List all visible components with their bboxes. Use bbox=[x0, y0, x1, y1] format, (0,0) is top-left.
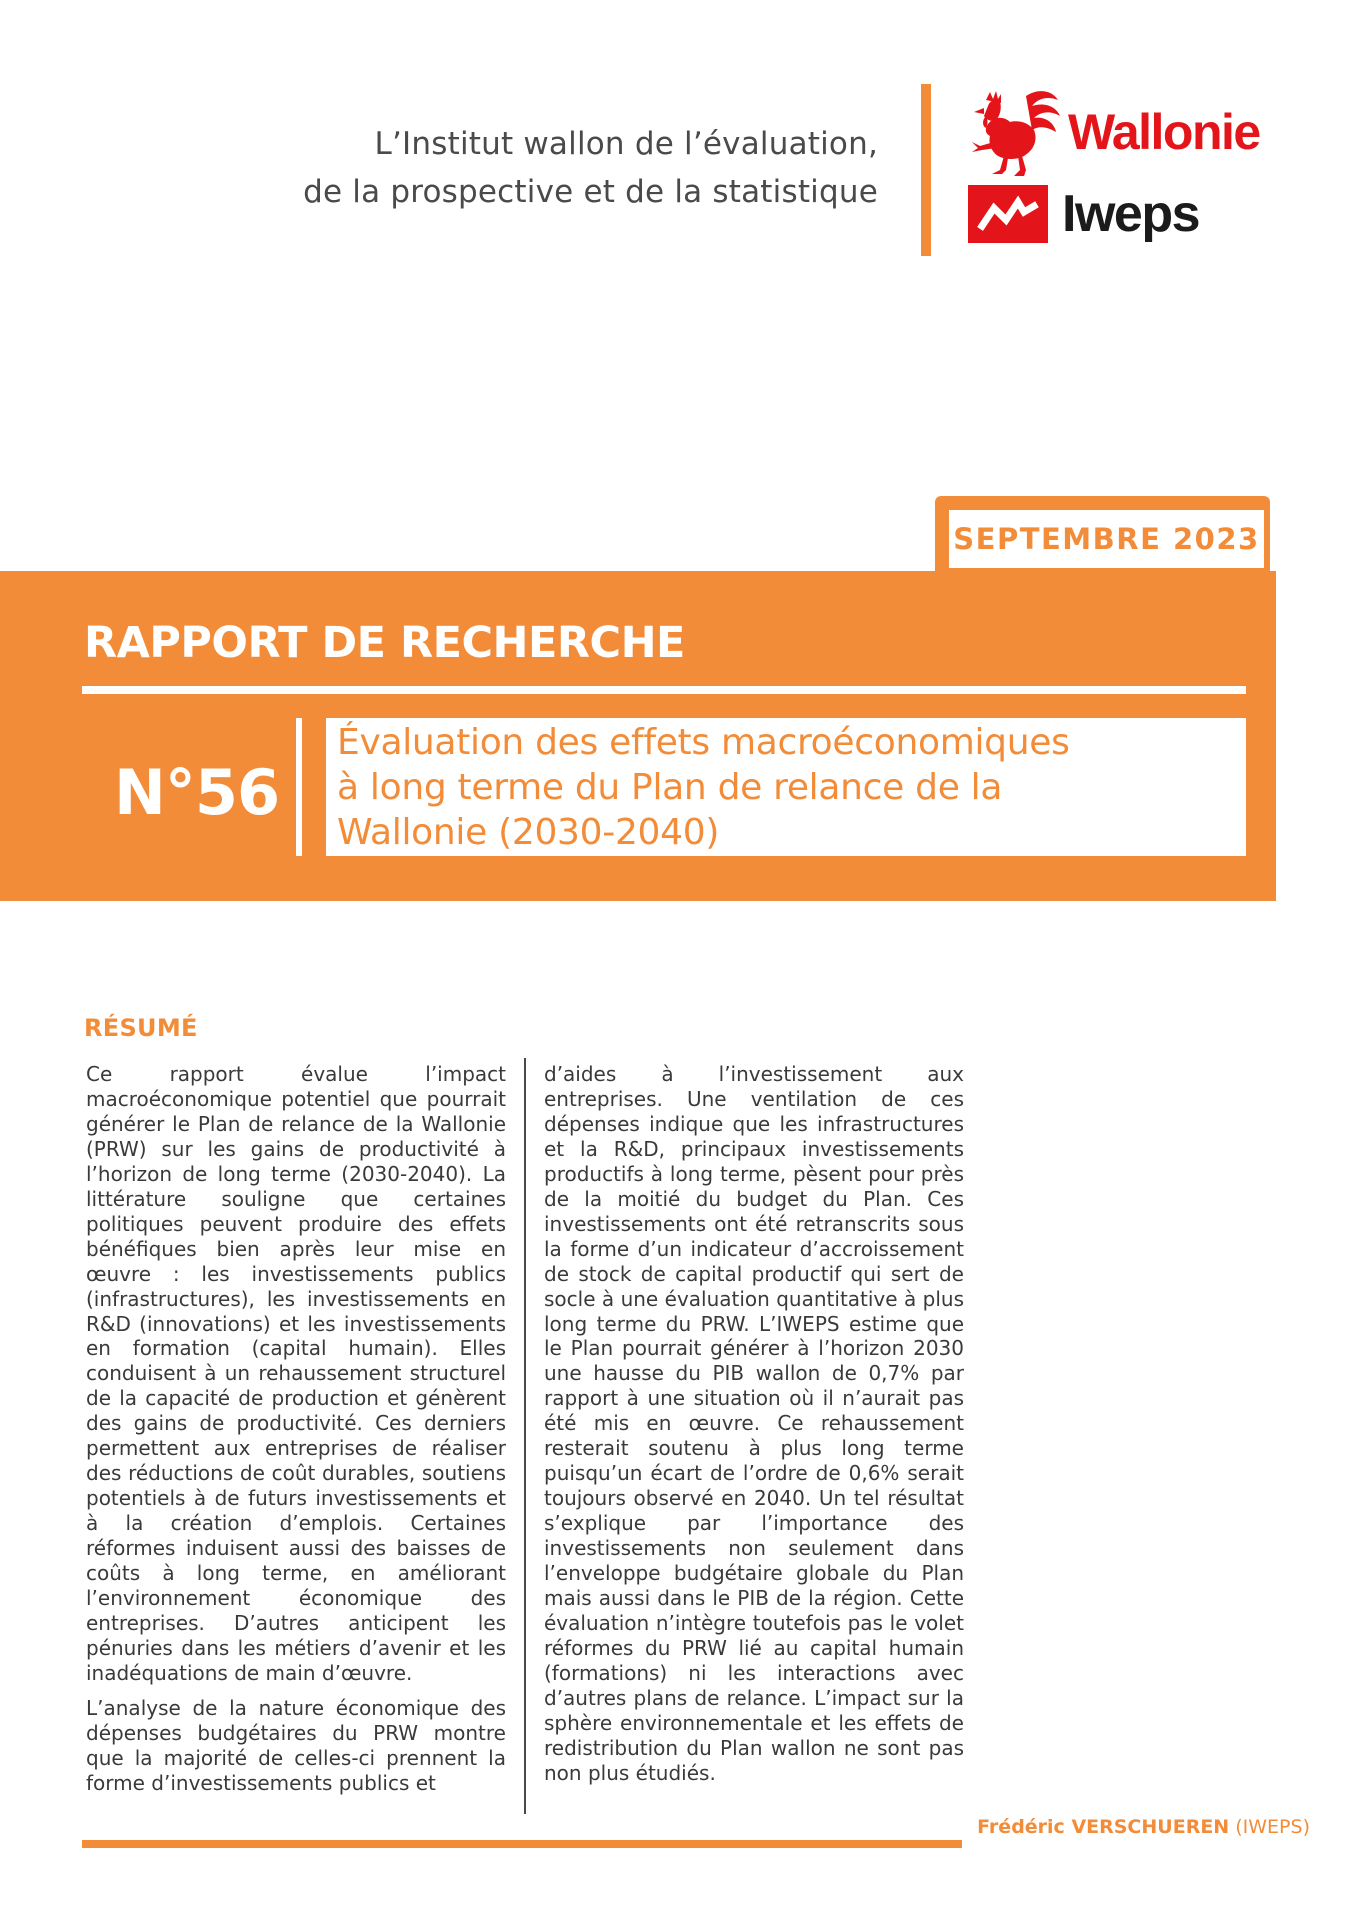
report-type: RAPPORT DE RECHERCHE bbox=[84, 618, 685, 668]
column-divider bbox=[524, 1058, 526, 1814]
institute-line-1: L’Institut wallon de l’évaluation, bbox=[374, 126, 878, 162]
date-box bbox=[949, 510, 1264, 568]
author-name: Frédéric VERSCHUEREN bbox=[977, 1816, 1230, 1838]
wallonie-wordmark: Wallonie bbox=[1068, 104, 1260, 160]
iweps-wordmark: Iweps bbox=[1062, 185, 1199, 243]
abstract-column-2 bbox=[544, 1062, 964, 1786]
report-title-line-3: Wallonie (2030-2040) bbox=[337, 812, 720, 853]
abstract-paragraph: Ce rapport évalue l’impact macroéconomique potentiel que pourrait générer le Plan de relance de la Wallonie (PRW) sur les gains de productivité à l’horizon de long terme (2030-2040). La littérature souligne que certaines politiques peuvent produire des effets bénéfiques bien après leur mise en œuvre : les investissements publics (infrastructures), les investissements en R&D (innovations) et les investissements en formation (capital humain). Elles conduisent à un rehaussement structurel de la capacité de production et génèrent des gains de productivité. Ces derniers permettent aux entreprises de réaliser des réductions de coût durables, soutiens potentiels à de futurs investissements et à la création d’emplois. Certaines réformes induisent aussi des baisses de coûts à long terme, en améliorant l’environnement économique des entreprises. D’autres anticipent les pénuries dans les métiers d’avenir et les inadéquations de main d’œuvre. bbox=[86, 1062, 506, 1685]
iweps-mark-icon bbox=[968, 185, 1048, 243]
abstract-paragraph: d’aides à l’investissement aux entreprises. Une ventilation de ces dépenses indique que les infrastructures et la R&D, principaux investissements productifs à long terme, pèsent pour près de la moitié du budget du Plan. Ces investissements ont été retranscrits sous la forme d’un indicateur d’accroissement de stock de capital productif qui sert de socle à une évaluation quantitative à plus long terme du PRW. L’IWEPS estime que le Plan pourrait générer à l’horizon 2030 une hausse du PIB wallon de 0,7% par rapport à une situation où il n’aurait pas été mis en œuvre. Ce rehaussement resterait soutenu à plus long terme puisqu’un écart de l’ordre de 0,6% serait toujours observé en 2040. Un tel résultat s’explique par l’importance des investissements non seulement dans l’enveloppe budgétaire globale du Plan mais aussi dans le PIB de la région. Cette évaluation n’intègre toutefois pas le volet réformes du PRW lié au capital humain (formations) ni les interactions avec d’autres plans de relance. L’impact sur la sphère environnementale et les effets de redistribution du Plan wallon ne sont pas non plus étudiés. bbox=[544, 1062, 964, 1785]
iweps-logo bbox=[968, 184, 1199, 244]
report-title-line-1: Évaluation des effets macroéconomiques bbox=[337, 722, 1070, 763]
author-credit bbox=[977, 1816, 1310, 1838]
header-divider bbox=[921, 84, 931, 256]
publication-date: SEPTEMBRE 2023 bbox=[953, 522, 1260, 556]
abstract-column-1 bbox=[86, 1062, 506, 1796]
band-divider bbox=[82, 686, 1246, 694]
report-title-line-2: à long terme du Plan de relance de la bbox=[337, 767, 1003, 808]
wallonie-logo bbox=[968, 86, 1260, 178]
footer-rule bbox=[82, 1840, 962, 1848]
number-divider bbox=[296, 718, 302, 856]
abstract-paragraph: L’analyse de la nature économique des dépenses budgétaires du PRW montre que la majorité de celles-ci prennent la forme d’investissements publics et bbox=[86, 1695, 506, 1795]
author-affiliation: (IWEPS) bbox=[1235, 1816, 1310, 1838]
institute-line-2: de la prospective et de la statistique bbox=[303, 174, 878, 210]
abstract-heading: RÉSUMÉ bbox=[84, 1014, 198, 1042]
report-number: N°56 bbox=[114, 756, 280, 829]
rooster-icon bbox=[968, 86, 1064, 178]
